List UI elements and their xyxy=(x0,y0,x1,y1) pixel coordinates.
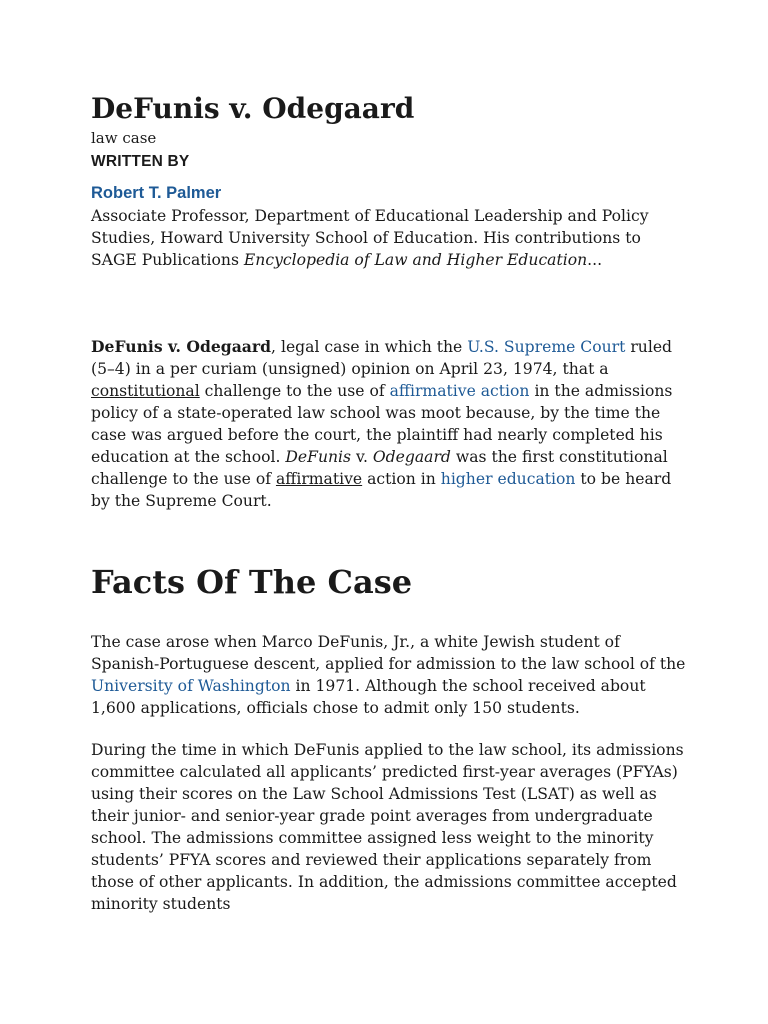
section-heading: Facts Of The Case xyxy=(91,563,413,601)
intro-text: to be heard by the Supreme Court. xyxy=(91,470,672,510)
supreme-court-link[interactable]: U.S. Supreme Court xyxy=(467,338,626,356)
written-by-label: WRITTEN BY xyxy=(91,153,190,170)
intro-text: v. xyxy=(351,448,373,466)
affirmative-action-link[interactable]: affirmative action xyxy=(389,382,530,400)
facts-text: in 1971. Although the school received about 1,600 applications, officials chose to admit only 150 students. xyxy=(91,677,646,717)
author-bio-text: Associate Professor, Department of Educational Leadership and Policy Studies, Howard University School of Education. His contributions to SAGE Publications xyxy=(91,207,649,269)
intro-text: was the first constitutional challenge to the use of xyxy=(91,448,668,488)
author-link[interactable]: Robert T. Palmer xyxy=(91,184,222,202)
author-bio-publication: Encyclopedia of Law and Higher Education xyxy=(243,251,588,269)
constitutional-link[interactable]: constitutional xyxy=(91,382,200,400)
facts-text: The case arose when Marco DeFunis, Jr., a white Jewish student of Spanish-Portuguese descent, applied for admission to the law school of the xyxy=(91,633,686,673)
facts-paragraph-2: During the time in which DeFunis applied to the law school, its admissions committee calculated all applicants’ predicted first-year averages (PFYAs) using their scores on the Law School Admissions Test (LSAT) as well as their junior- and senior-year grade point averages from undergraduate school. The admissions committee assigned less weight to the minority students’ PFYA scores and reviewed their applications separately from those of other applicants. In addition, the admissions committee accepted minority students xyxy=(91,741,684,913)
article-subtitle: law case xyxy=(91,129,157,147)
article-title: DeFunis v. Odegaard xyxy=(91,92,415,125)
university-of-washington-link[interactable]: University of Washington xyxy=(91,677,291,695)
intro-text: , legal case in which the xyxy=(271,338,468,356)
intro-text: in the admissions policy of a state-operated law school was moot because, by the time the case was argued before the court, the plaintiff had nearly completed his education at the school. xyxy=(91,382,673,466)
facts-paragraph-1 xyxy=(91,631,691,719)
intro-italic-defunis: DeFunis xyxy=(285,448,352,466)
intro-case-name: DeFunis v. Odegaard xyxy=(91,337,272,356)
intro-text: ruled (5–4) in a per curiam (unsigned) opinion on April 23, 1974, that a xyxy=(91,338,673,378)
intro-italic-odegaard: Odegaard xyxy=(372,448,451,466)
higher-education-link[interactable]: higher education xyxy=(440,470,576,488)
intro-text: challenge to the use of xyxy=(199,382,390,400)
author-bio xyxy=(91,205,691,271)
intro-text: action in xyxy=(362,470,441,488)
affirmative-link[interactable]: affirmative xyxy=(275,470,363,488)
author-bio-ellipsis[interactable]: ... xyxy=(587,251,603,269)
intro-paragraph xyxy=(91,336,691,512)
